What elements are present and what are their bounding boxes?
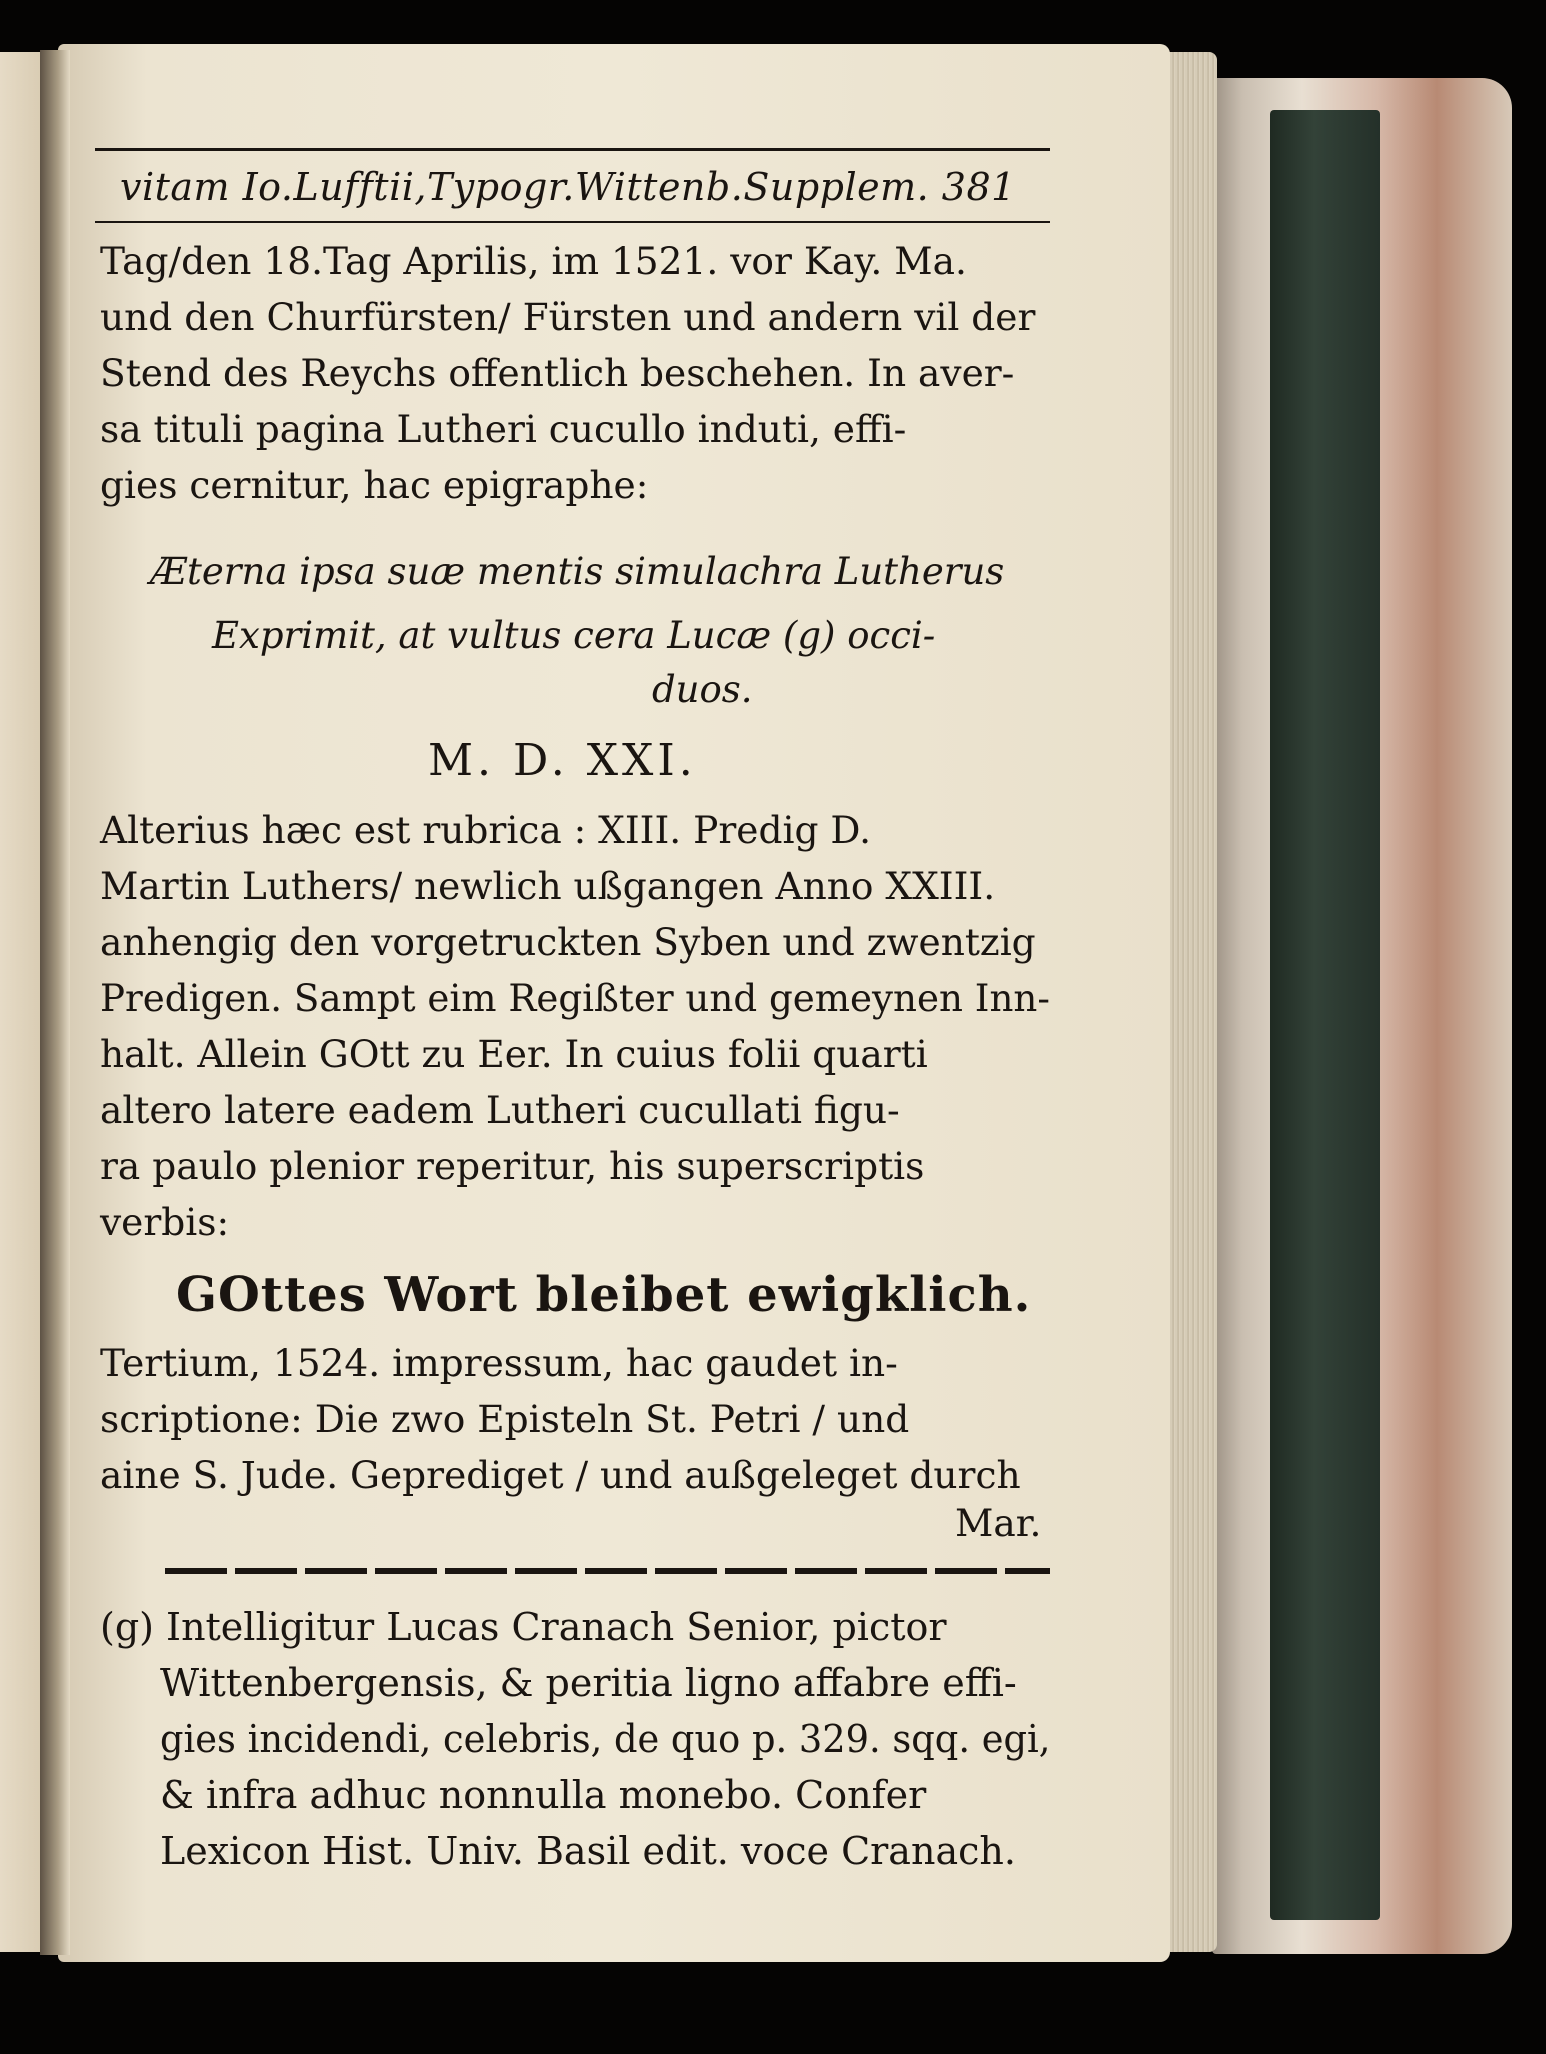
epigram-line: Æterna ipsa suæ mentis simulachra Lutherus	[150, 550, 1005, 593]
epigram-line: duos.	[652, 668, 753, 711]
footnote-line: (g) Intelligitur Lucas Cranach Senior, pictor	[100, 1605, 947, 1649]
body-line: sa tituli pagina Lutheri cucullo induti, effi-	[100, 407, 907, 451]
body-line: halt. Allein GOtt zu Eer. In cuius folii quarti	[100, 1032, 928, 1076]
body-line: ra paulo plenior reperitur, his superscriptis	[100, 1144, 925, 1188]
body-line: scriptione: Die zwo Episteln St. Petri / und	[100, 1397, 910, 1441]
body-line: Martin Luthers/ newlich ußgangen Anno XXIII.	[100, 864, 996, 908]
header-rule-bottom	[95, 221, 1050, 223]
body-line: altero latere eadem Lutheri cucullati figu-	[100, 1088, 900, 1132]
epigram-line: Exprimit, at vultus cera Lucæ (g) occi-	[212, 614, 936, 657]
body-line: Tag/den 18.Tag Aprilis, im 1521. vor Kay. Ma.	[100, 239, 967, 283]
running-head: vitam Io.Lufftii,Typogr.Wittenb.Supplem. 381	[120, 165, 1016, 209]
motto-line: GOttes Wort bleibet ewigklich.	[176, 1267, 1032, 1323]
body-line: und den Churfürsten/ Fürsten und andern vil der	[100, 295, 1036, 339]
page-gutter	[40, 50, 70, 1955]
footnote-line: gies incidendi, celebris, de quo p. 329. sqq. egi,	[160, 1717, 1051, 1761]
footnote-line: & infra adhuc nonnulla monebo. Confer	[160, 1773, 927, 1817]
body-line: Tertium, 1524. impressum, hac gaudet in-	[100, 1341, 898, 1385]
body-line: gies cernitur, hac epigraphe:	[100, 463, 649, 507]
page-edges	[1165, 52, 1217, 1952]
footnote-line: Wittenbergensis, & peritia ligno affabre effi-	[160, 1661, 1017, 1705]
body-line: verbis:	[100, 1200, 230, 1244]
footnote-separator	[165, 1568, 1050, 1574]
body-line: aine S. Jude. Geprediget / und außgeleget durch	[100, 1453, 1021, 1497]
book-spine	[1270, 110, 1380, 1920]
footnote-line: Lexicon Hist. Univ. Basil edit. voce Cranach.	[160, 1829, 1016, 1873]
body-line: Stend des Reychs offentlich beschehen. In aver-	[100, 351, 1015, 395]
body-line: Alterius hæc est rubrica : XIII. Predig D.	[100, 808, 872, 852]
year-heading: M. D. XXI.	[428, 735, 697, 786]
body-line: anhengig den vorgetruckten Syben und zwentzig	[100, 920, 1036, 964]
body-line: Predigen. Sampt eim Regißter und gemeynen Inn-	[100, 976, 1050, 1020]
header-rule-top	[95, 148, 1050, 151]
catchword: Mar.	[955, 1501, 1042, 1545]
